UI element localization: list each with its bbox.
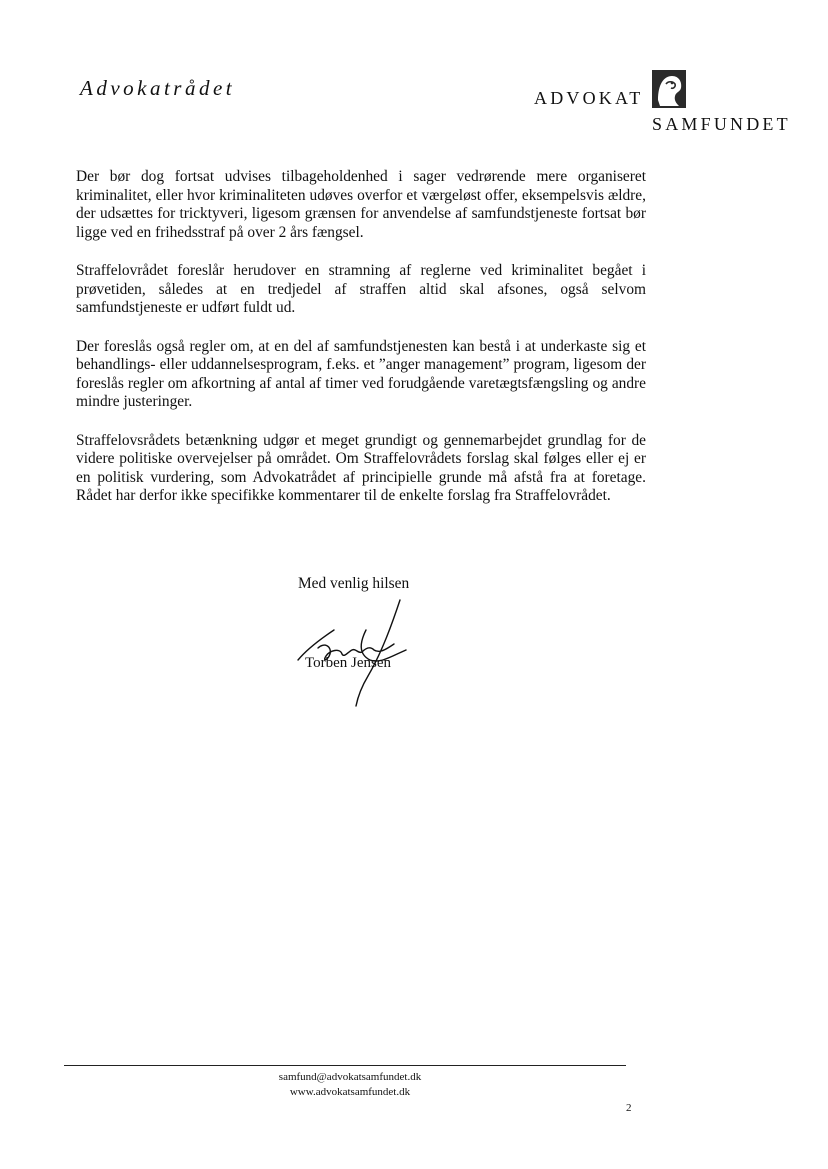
logo-text-samfundet: SAMFUNDET	[652, 114, 791, 134]
paragraph: Straffelovrådet foreslår herudover en stramning af reglerne ved kriminalitet begået i prøvetiden, således at en tredjedel af straffen altid skal afsones, også selvom samfundstjeneste er udført fuldt ud.	[76, 262, 646, 316]
footer-website: www.advokatsamfundet.dk	[289, 1086, 411, 1098]
paragraph: Der foreslås også regler om, at en del af samfundstjenesten kan bestå i at underkaste sig et behandlings- eller uddannelsesprogram, f.eks. et ”anger management” program, ligesom der foreslås regler om afkortning af antal af timer ved forudgående varetægtsfængsling og andre mindre justeringer.	[76, 337, 646, 410]
logo-emblem-icon	[652, 70, 686, 108]
handwritten-signature	[296, 598, 426, 708]
header-org-name: Advokatrådet	[80, 76, 236, 100]
footer-contact	[230, 1070, 470, 1100]
advokatsamfundet-logo	[534, 70, 804, 136]
closing-salutation: Med venlig hilsen	[298, 575, 410, 592]
logo-text-advokat: ADVOKAT	[534, 88, 644, 108]
page-number: 2	[626, 1102, 632, 1114]
signer-name: Torben Jensen	[305, 655, 392, 671]
paragraph: Straffelovsrådets betænkning udgør et meget grundigt og gennemarbejdet grundlag for de videre politiske overvejelser på området. Om Straffelovrådets forslag skal følges eller ej er en politisk vurdering, som Advokatrådet af principielle grunde må afstå fra at foretage. Rådet har derfor ikke specifikke kommentarer til de enkelte forslag fra Straffelovrådet.	[76, 431, 646, 504]
footer-divider	[64, 1065, 626, 1066]
paragraph: Der bør dog fortsat udvises tilbageholdenhed i sager vedrørende mere organiseret kriminalitet, eller hvor kriminaliteten udøves overfor et værgeløst offer, eksempelsvis ældre, der udsættes for tricktyveri, ligesom grænsen for anvendelse af samfundstjeneste fortsat bør ligge ved en frihedsstraf på over 2 års fængsel.	[76, 168, 646, 241]
footer-email: samfund@advokatsamfundet.dk	[278, 1071, 422, 1083]
letter-body	[76, 168, 646, 526]
